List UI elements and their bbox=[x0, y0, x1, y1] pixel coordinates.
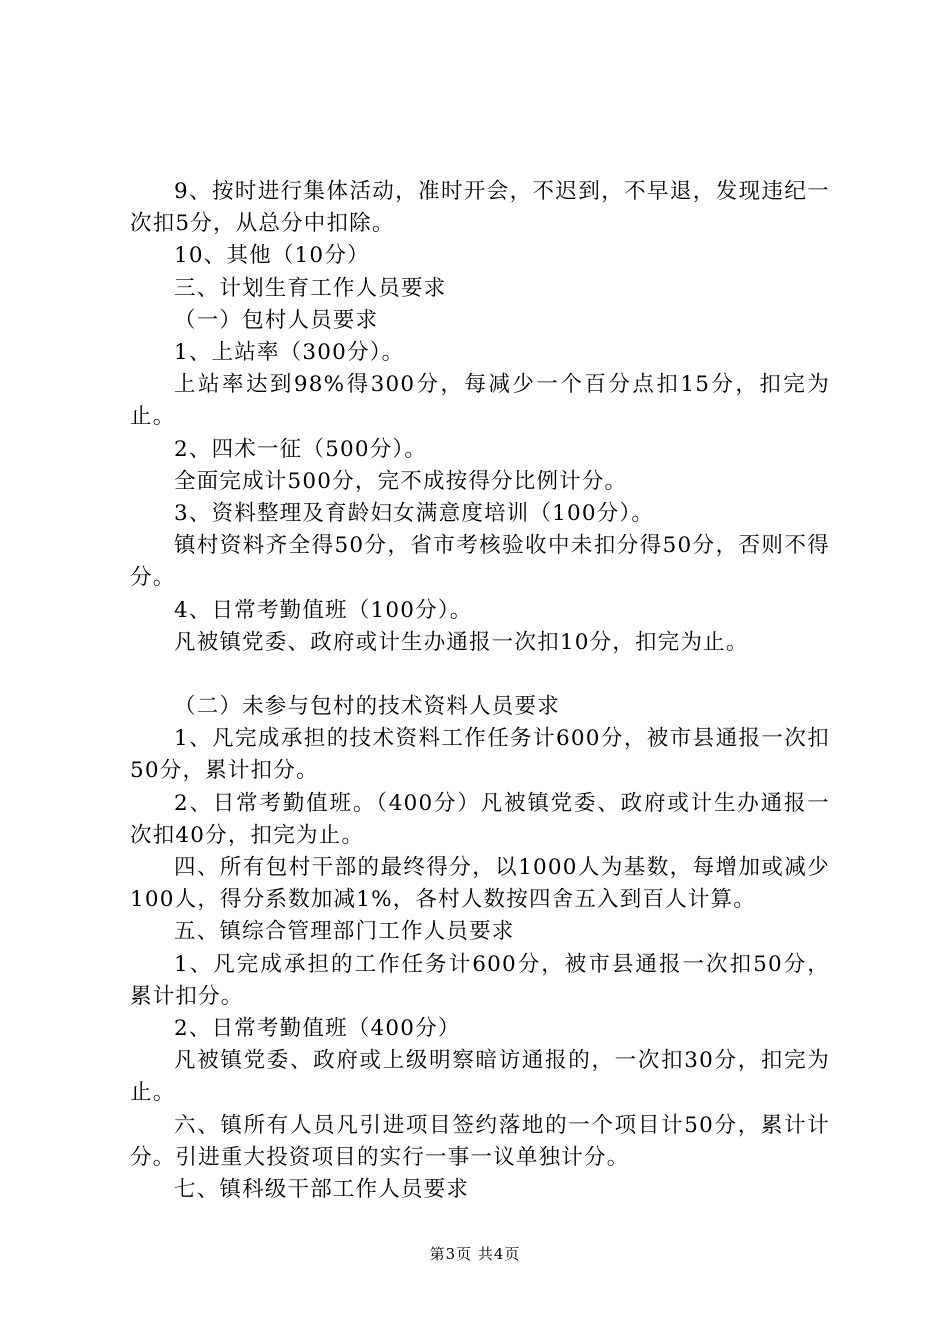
paragraph: 凡被镇党委、政府或计生办通报一次扣10分，扣完为止。 bbox=[174, 629, 749, 655]
section-heading: 七、镇科级干部工作人员要求 bbox=[174, 1177, 470, 1203]
paragraph: 1、上站率（300分）。 bbox=[174, 340, 405, 366]
paragraph: 镇村资料齐全得50分，省市考核验收中未扣分得50分，否则不得分。 bbox=[130, 533, 830, 591]
paragraph: 4、日常考勤值班（100分）。 bbox=[174, 597, 473, 623]
paragraph: 凡被镇党委、政府或上级明察暗访通报的，一次扣30分，扣完为止。 bbox=[130, 1048, 830, 1106]
subsection-heading: （一）包村人员要求 bbox=[174, 307, 379, 333]
section-heading: 四、所有包村干部的最终得分，以1000人为基数，每增加或减少100人，得分系数加减1%，各村人数按四舍五入到百人计算。 bbox=[130, 855, 830, 913]
blank-line bbox=[130, 659, 830, 691]
paragraph: 10、其他（10分） bbox=[174, 243, 370, 269]
paragraph: 上站率达到98%得300分，每减少一个百分点扣15分，扣完为止。 bbox=[130, 372, 830, 430]
section-heading: 五、镇综合管理部门工作人员要求 bbox=[174, 919, 515, 945]
paragraph: 2、四术一征（500分）。 bbox=[174, 436, 428, 462]
paragraph: 全面完成计500分，完不成按得分比例计分。 bbox=[174, 468, 628, 494]
section-heading: 三、计划生育工作人员要求 bbox=[174, 275, 447, 301]
paragraph: 9、按时进行集体活动，准时开会，不迟到，不早退，发现违纪一次扣5分，从总分中扣除。 bbox=[130, 179, 830, 237]
paragraph: 1、凡完成承担的工作任务计600分，被市县通报一次扣50分，累计扣分。 bbox=[130, 951, 830, 1009]
section-heading: 六、镇所有人员凡引进项目签约落地的一个项目计50分，累计计分。引进重大投资项目的实行一事一议单独计分。 bbox=[130, 1112, 830, 1170]
paragraph: 1、凡完成承担的技术资料工作任务计600分，被市县通报一次扣50分，累计扣分。 bbox=[130, 726, 830, 784]
paragraph: 2、日常考勤值班。（400分）凡被镇党委、政府或计生办通报一次扣40分，扣完为止。 bbox=[130, 790, 830, 848]
paragraph: 2、日常考勤值班（400分） bbox=[174, 1016, 461, 1042]
paragraph: 3、资料整理及育龄妇女满意度培训（100分）。 bbox=[174, 501, 655, 527]
page-number-footer: 第3页 共4页 bbox=[429, 1245, 521, 1263]
document-body bbox=[130, 176, 830, 1206]
subsection-heading: （二）未参与包村的技术资料人员要求 bbox=[174, 694, 560, 720]
